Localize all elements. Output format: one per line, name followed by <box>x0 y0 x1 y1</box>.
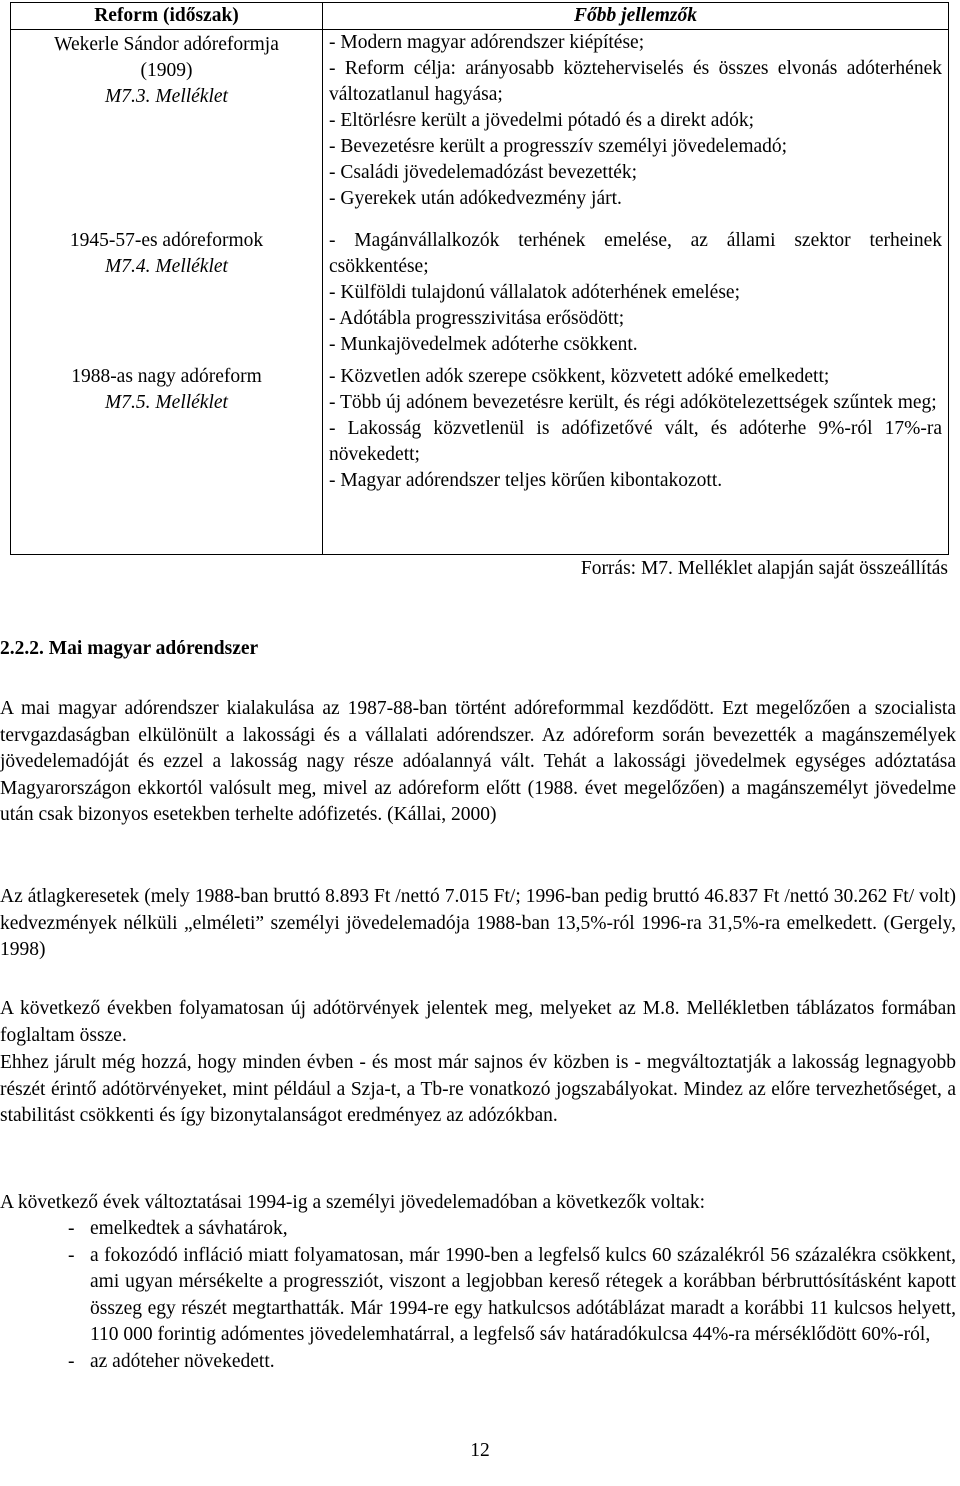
feature-item: - Gyerekek után adókedvezmény járt. <box>329 188 622 209</box>
list-item <box>68 1243 956 1349</box>
feature-item: - Családi jövedelemadózást bevezették; <box>329 162 638 183</box>
feature-item: - Adótábla progresszivitása erősödött; <box>329 308 625 329</box>
feature-item: - Bevezetésre került a progresszív személyi jövedelemadó; <box>329 136 788 157</box>
period-line: Wekerle Sándor adóreformja <box>54 34 279 55</box>
list-item-text: emelkedtek a sávhatárok, <box>90 1218 288 1239</box>
feature-item: - Magánvállalkozók terhének emelése, az állami szektor terheinek csökkentése; <box>329 230 942 277</box>
table-source: Forrás: M7. Melléklet alapján saját összeállítás <box>580 558 948 579</box>
feature-item: - Magyar adórendszer teljes körűen kibontakozott. <box>329 470 723 491</box>
period-line: (1909) <box>140 60 193 81</box>
reform-table <box>10 2 949 555</box>
features-1988 <box>329 364 942 494</box>
features-wekerle <box>329 30 942 228</box>
annex-ref: M7.5. Melléklet <box>105 392 228 413</box>
table-header-row <box>11 3 949 30</box>
list-dash: - <box>68 1350 75 1372</box>
feature-item: - Munkajövedelmek adóterhe csökkent. <box>329 334 638 355</box>
list-item <box>68 1216 956 1243</box>
list-item-text: az adóteher növekedett. <box>90 1350 275 1372</box>
feature-item: - Több új adónem bevezetésre került, és régi adókötelezettségek szűntek meg; <box>329 392 937 413</box>
period-line: 1988-as nagy adóreform <box>71 366 262 387</box>
features-1945-57 <box>329 228 942 364</box>
changes-list <box>68 1216 956 1375</box>
feature-item: - Reform célja: arányosabb közteherviselés és összes elvonás adóterhének változatlanul hagyása; <box>329 58 942 105</box>
paragraph-new-laws: A következő években folyamatosan új adótörvények jelentek meg, melyeket az M.8. Mellékletben táblázatos formában foglaltam össze. <box>0 998 956 1046</box>
table-body-row <box>11 30 949 555</box>
page-number: 12 <box>470 1440 490 1461</box>
period-1945-57 <box>11 228 322 280</box>
period-wekerle <box>11 32 322 110</box>
annex-ref: M7.3. Melléklet <box>105 86 228 107</box>
annex-ref: M7.4. Melléklet <box>105 256 228 277</box>
paragraph-tax-system-origin: A mai magyar adórendszer kialakulása az 1987-88-ban történt adóreformmal kezdődött. Ezt megelőzően a szocialista tervgazdaságban elkülönült a lakossági és a vállalati adórendszer. Az adóreform során bevezették a magánszemélyek jövedelemadóját és ezzel a lakosság nagy része adóalannyá vált. Tehát a lakossági jövedelmek egységes adóztatása Magyarországon ekkortól valósult meg, mivel az adóreform előtt (1988. évet megelőzően) a magánszemélyt jövedelme után csak bizonyos esetekben terhelte adófizetés. (Kállai, 2000) <box>0 698 956 825</box>
feature-item: - Eltörlésre került a jövedelmi pótadó és a direkt adók; <box>329 110 755 131</box>
feature-item: - Lakosság közvetlenül is adófizetővé vált, és adóterhe 9%-ról 17%-ra növekedett; <box>329 418 942 465</box>
period-column <box>11 30 323 555</box>
paragraph-average-earnings: Az átlagkeresetek (mely 1988-ban bruttó 8.893 Ft /nettó 7.015 Ft/; 1996-ban pedig bruttó 46.837 Ft /nettó 30.262 Ft/ volt) kedvezmények nélküli „elméleti” személyi jövedelemadója 1988-ban 13,5%-ról 1996-ra 31,5%-ra emelkedett. (Gergely, 1998) <box>0 886 956 960</box>
paragraph-yearly-changes: Ehhez járult még hozzá, hogy minden évben - és most már sajnos év közben is - megváltoztatják a lakosság legnagyobb részét érintő adótörvényeket, mint például a Szja-t, a Tb-re vonatkozó jogszabályokat. Mindez az előre tervezhetőséget, a stabilitást csökkenti és így bizonytalanságot eredményez az adózókban. <box>0 1052 956 1126</box>
features-column <box>323 30 949 555</box>
list-dash: - <box>68 1244 75 1266</box>
header-period: Reform (időszak) <box>11 3 323 30</box>
paragraph-changes-intro: A következő évek változtatásai 1994-ig a személyi jövedelemadóban a következők voltak: <box>0 1192 705 1213</box>
list-item <box>68 1349 956 1376</box>
list-item-text: a fokozódó infláció miatt folyamatosan, már 1990-ben a legfelső kulcs 60 százalékról 56 százalékra csökkent, ami ugyan mérsékelte a progressziót, viszont a legjobban kereső rétegek a korábban bérbruttósításként kapott összeg egy részét megtarthatták. Már 1994-re egy hatkulcsos adótáblázat maradt a korábbi 11 kulcsos helyett, 110 000 forintig adómentes jövedelemhatárral, a legfelső sáv határadókulcsa 44%-ra mérséklődött 60%-ról, <box>90 1244 956 1345</box>
feature-item: - Külföldi tulajdonú vállalatok adóterhének emelése; <box>329 282 740 303</box>
period-1988 <box>11 364 322 416</box>
feature-item: - Közvetlen adók szerepe csökkent, közvetett adóké emelkedett; <box>329 366 830 387</box>
section-heading: 2.2.2. Mai magyar adórendszer <box>0 638 259 659</box>
list-dash: - <box>68 1218 75 1239</box>
period-line: 1945-57-es adóreformok <box>69 230 264 251</box>
feature-item: - Modern magyar adórendszer kiépítése; <box>329 32 645 53</box>
header-features: Főbb jellemzők <box>323 3 949 30</box>
